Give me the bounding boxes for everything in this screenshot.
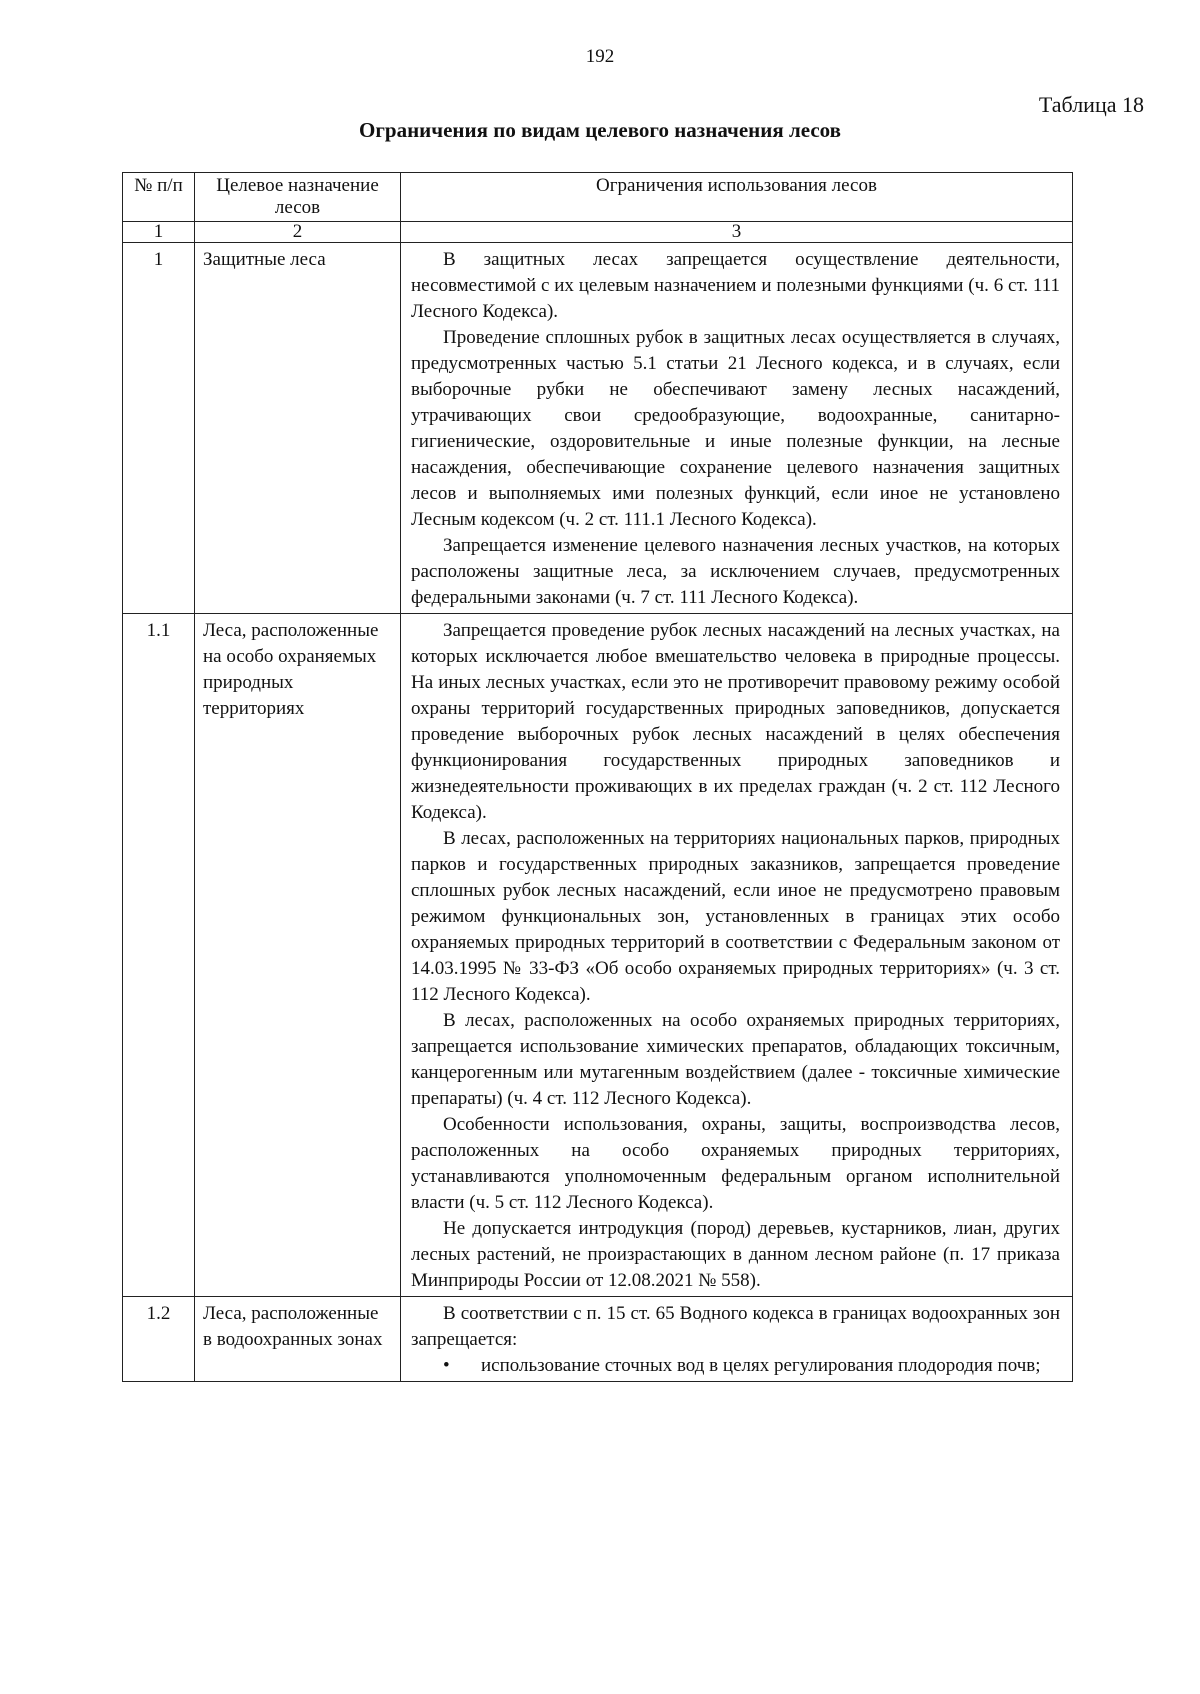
restriction-list [411,1353,1060,1379]
restrictions-table [122,172,1073,1382]
restriction-paragraph: В соответствии с п. 15 ст. 65 Водного кодекса в границах водоохранных зон запрещается: [411,1303,1060,1350]
restriction-paragraph: Запрещается проведение рубок лесных насаждений на лесных участках, на которых исключается любое вмешательство человека в природные процессы. На иных лесных участках, если это не противоречит правовому режиму особой охраны территорий государственных природных заповедников, допускается проведение выборочных рубок лесных насаждений в целях обеспечения функционирования государственных природных заповедников и жизнедеятельности проживающих в их пределах граждан (ч. 2 ст. 112 Лесного Кодекса). [411,620,1060,823]
list-item [411,1353,1060,1379]
header-restrictions: Ограничения использования лесов [401,173,1073,222]
row-purpose: Леса, расположенные в водоохранных зонах [195,1297,401,1382]
row-restrictions [401,614,1073,1297]
row-purpose: Защитные леса [195,243,401,614]
row-restrictions [401,1297,1073,1382]
restriction-paragraph: Не допускается интродукция (пород) деревьев, кустарников, лиан, других лесных растений, не произрастающих в данном лесном районе (п. 17 приказа Минприроды России от 12.08.2021 № 558). [411,1218,1060,1291]
bullet-icon: • [443,1355,450,1376]
table-row [123,1297,1073,1382]
list-item-text: использование сточных вод в целях регулирования плодородия почв; [481,1355,1041,1376]
table-row [123,243,1073,614]
column-index-row [123,222,1073,243]
restriction-paragraph: Проведение сплошных рубок в защитных лесах осуществляется в случаях, предусмотренных частью 5.1 статьи 21 Лесного кодекса, и в случаях, если выборочные рубки не обеспечивают замену лесных насаждений, утрачивающих свои средообразующие, водоохранные, санитарно-гигиенические, оздоровительные и иные полезные функции, на лесные насаждения, обеспечивающие сохранение целевого назначения защитных лесов и выполняемых ими полезных функций, если иное не установлено Лесным кодексом (ч. 2 ст. 111.1 Лесного Кодекса). [411,327,1060,530]
table-header-row [123,173,1073,222]
row-restrictions [401,243,1073,614]
header-purpose: Целевое назначение лесов [195,173,401,222]
column-index: 2 [195,222,401,243]
page-number: 192 [585,46,615,67]
table-label: Таблица 18 [1038,92,1144,117]
restriction-paragraph: В лесах, расположенных на территориях национальных парков, природных парков и государственных природных заказников, запрещается проведение сплошных рубок лесных насаждений, если иное не предусмотрено правовым режимом функциональных зон, установленных в границах этих особо охраняемых природных территорий в соответствии с Федеральным законом от 14.03.1995 № 33-ФЗ «Об особо охраняемых природных территориях» (ч. 3 ст. 112 Лесного Кодекса). [411,828,1060,1005]
restriction-paragraph: В лесах, расположенных на особо охраняемых природных территориях, запрещается использование химических препаратов, обладающих токсичным, канцерогенным или мутагенным воздействием (далее - токсичные химические препараты) (ч. 4 ст. 112 Лесного Кодекса). [411,1010,1060,1109]
row-number: 1 [123,243,195,614]
restriction-paragraph: Особенности использования, охраны, защиты, воспроизводства лесов, расположенных на особо охраняемых природных территориях, устанавливаются уполномоченным федеральным органом исполнительной власти (ч. 5 ст. 112 Лесного Кодекса). [411,1114,1060,1213]
row-number: 1.1 [123,614,195,1297]
column-index: 1 [123,222,195,243]
row-purpose: Леса, расположенные на особо охраняемых природных территориях [195,614,401,1297]
restriction-paragraph: В защитных лесах запрещается осуществление деятельности, несовместимой с их целевым назначением и полезными функциями (ч. 6 ст. 111 Лесного Кодекса). [411,249,1060,322]
column-index: 3 [401,222,1073,243]
restriction-paragraph: Запрещается изменение целевого назначения лесных участков, на которых расположены защитные леса, за исключением случаев, предусмотренных федеральными законами (ч. 7 ст. 111 Лесного Кодекса). [411,535,1060,608]
document-title: Ограничения по видам целевого назначения лесов [359,118,841,142]
header-number: № п/п [123,173,195,222]
table-row [123,614,1073,1297]
row-number: 1.2 [123,1297,195,1382]
